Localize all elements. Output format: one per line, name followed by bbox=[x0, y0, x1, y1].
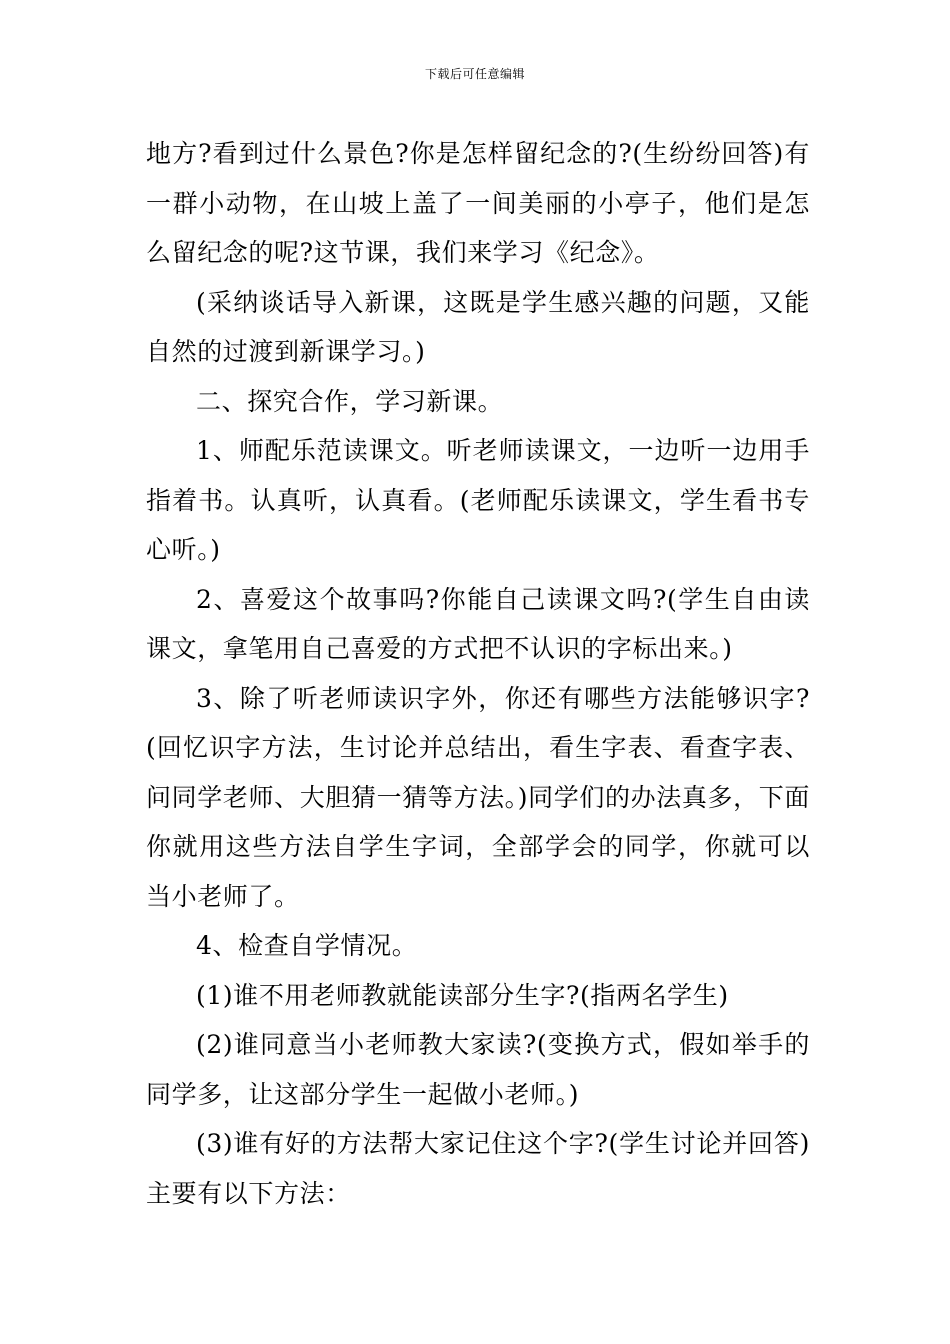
paragraph-step-1: 1、师配乐范读课文。听老师读课文，一边听一边用手指着书。认真听，认真看。(老师配乐读课文，学生看书专心听。) bbox=[146, 436, 810, 564]
document-body bbox=[146, 129, 810, 1218]
paragraph-sub-1: (1)谁不用老师教就能读部分生字?(指两名学生) bbox=[196, 980, 729, 1010]
paragraph-step-2: 2、喜爱这个故事吗?你能自己读课文吗?(学生自由读课文，拿笔用自己喜爱的方式把不认识的字标出来。) bbox=[146, 584, 810, 663]
paragraph-2: (采纳谈话导入新课，这既是学生感兴趣的问题，又能自然的过渡到新课学习。) bbox=[146, 287, 810, 366]
page-header-note: 下载后可任意编辑 bbox=[424, 67, 525, 81]
paragraph-sub-2: (2)谁同意当小老师教大家读?(变换方式，假如举手的同学多，让这部分学生一起做小老师。) bbox=[146, 1030, 810, 1109]
paragraph-sub-3: (3)谁有好的方法帮大家记住这个字?(学生讨论并回答)主要有以下方法： bbox=[146, 1129, 810, 1208]
paragraph-step-3: 3、除了听老师读识字外，你还有哪些方法能够识字?(回忆识字方法，生讨论并总结出，看生字表、看查字表、问同学老师、大胆猜一猜等方法。)同学们的办法真多，下面你就用这些方法自学生字词，全部学会的同学，你就可以当小老师了。 bbox=[146, 683, 810, 911]
paragraph-step-4: 4、检查自学情况。 bbox=[196, 931, 418, 960]
section-heading: 二、探究合作，学习新课。 bbox=[196, 386, 504, 416]
paragraph-1: 地方?看到过什么景色?你是怎样留纪念的?(生纷纷回答)有一群小动物，在山坡上盖了一间美丽的小亭子，他们是怎么留纪念的呢?这节课，我们来学习《纪念》。 bbox=[146, 139, 810, 267]
